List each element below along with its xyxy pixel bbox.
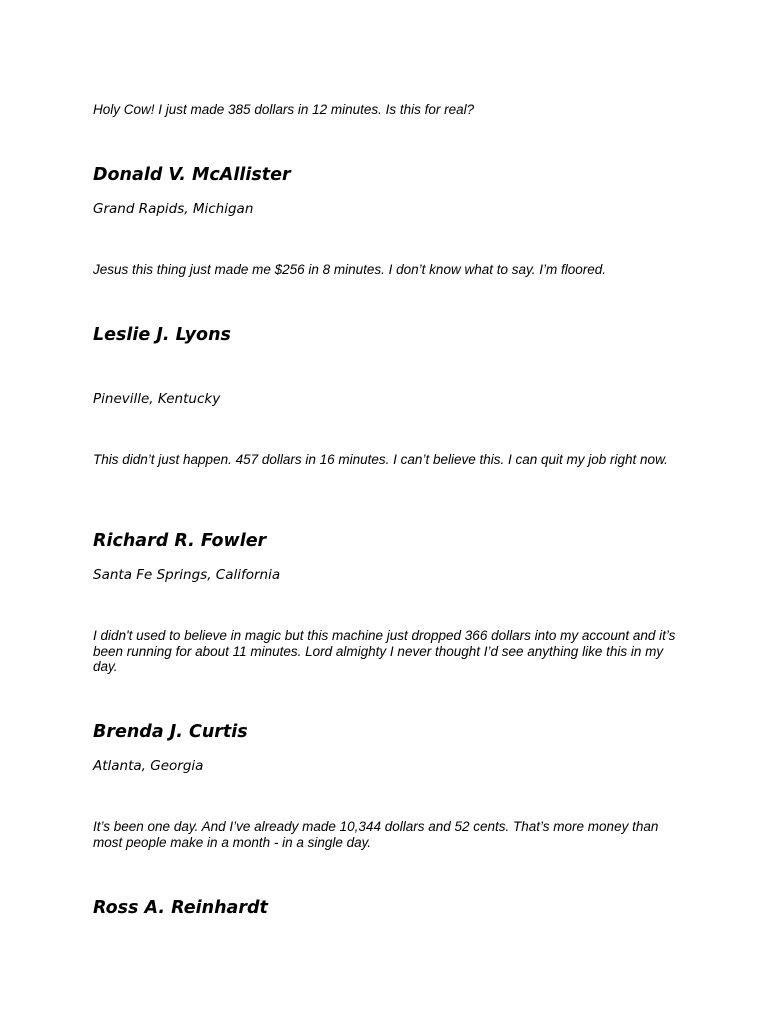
testimonial-quote: Holy Cow! I just made 385 dollars in 12 minutes. Is this for real? — [93, 102, 475, 117]
testimonial-author-name: Donald V. McAllister — [93, 165, 291, 185]
testimonial-author-name: Ross A. Reinhardt — [93, 898, 268, 918]
testimonial-quote: This didn’t just happen. 457 dollars in 16 minutes. I can’t believe this. I can quit my job right now. — [93, 452, 668, 467]
testimonial-author-location: Atlanta, Georgia — [93, 758, 204, 774]
testimonial-author-location: Santa Fe Springs, California — [93, 567, 281, 583]
testimonial-author-name: Brenda J. Curtis — [93, 722, 248, 742]
testimonial-author-name: Leslie J. Lyons — [93, 325, 231, 345]
testimonial-author-name: Richard R. Fowler — [93, 531, 267, 551]
testimonial-quote: I didn't used to believe in magic but this machine just dropped 366 dollars into my account and it’s been running for about 11 minutes. Lord almighty I never thought I’d see anything like this in my day. — [93, 628, 676, 674]
testimonial-quote: It’s been one day. And I’ve already made 10,344 dollars and 52 cents. That’s more money than most people make in a month - in a single day. — [93, 819, 659, 850]
testimonial-quote: Jesus this thing just made me $256 in 8 minutes. I don’t know what to say. I’m floored. — [93, 262, 607, 277]
testimonial-author-location: Pineville, Kentucky — [93, 391, 221, 407]
testimonial-author-location: Grand Rapids, Michigan — [93, 201, 254, 217]
